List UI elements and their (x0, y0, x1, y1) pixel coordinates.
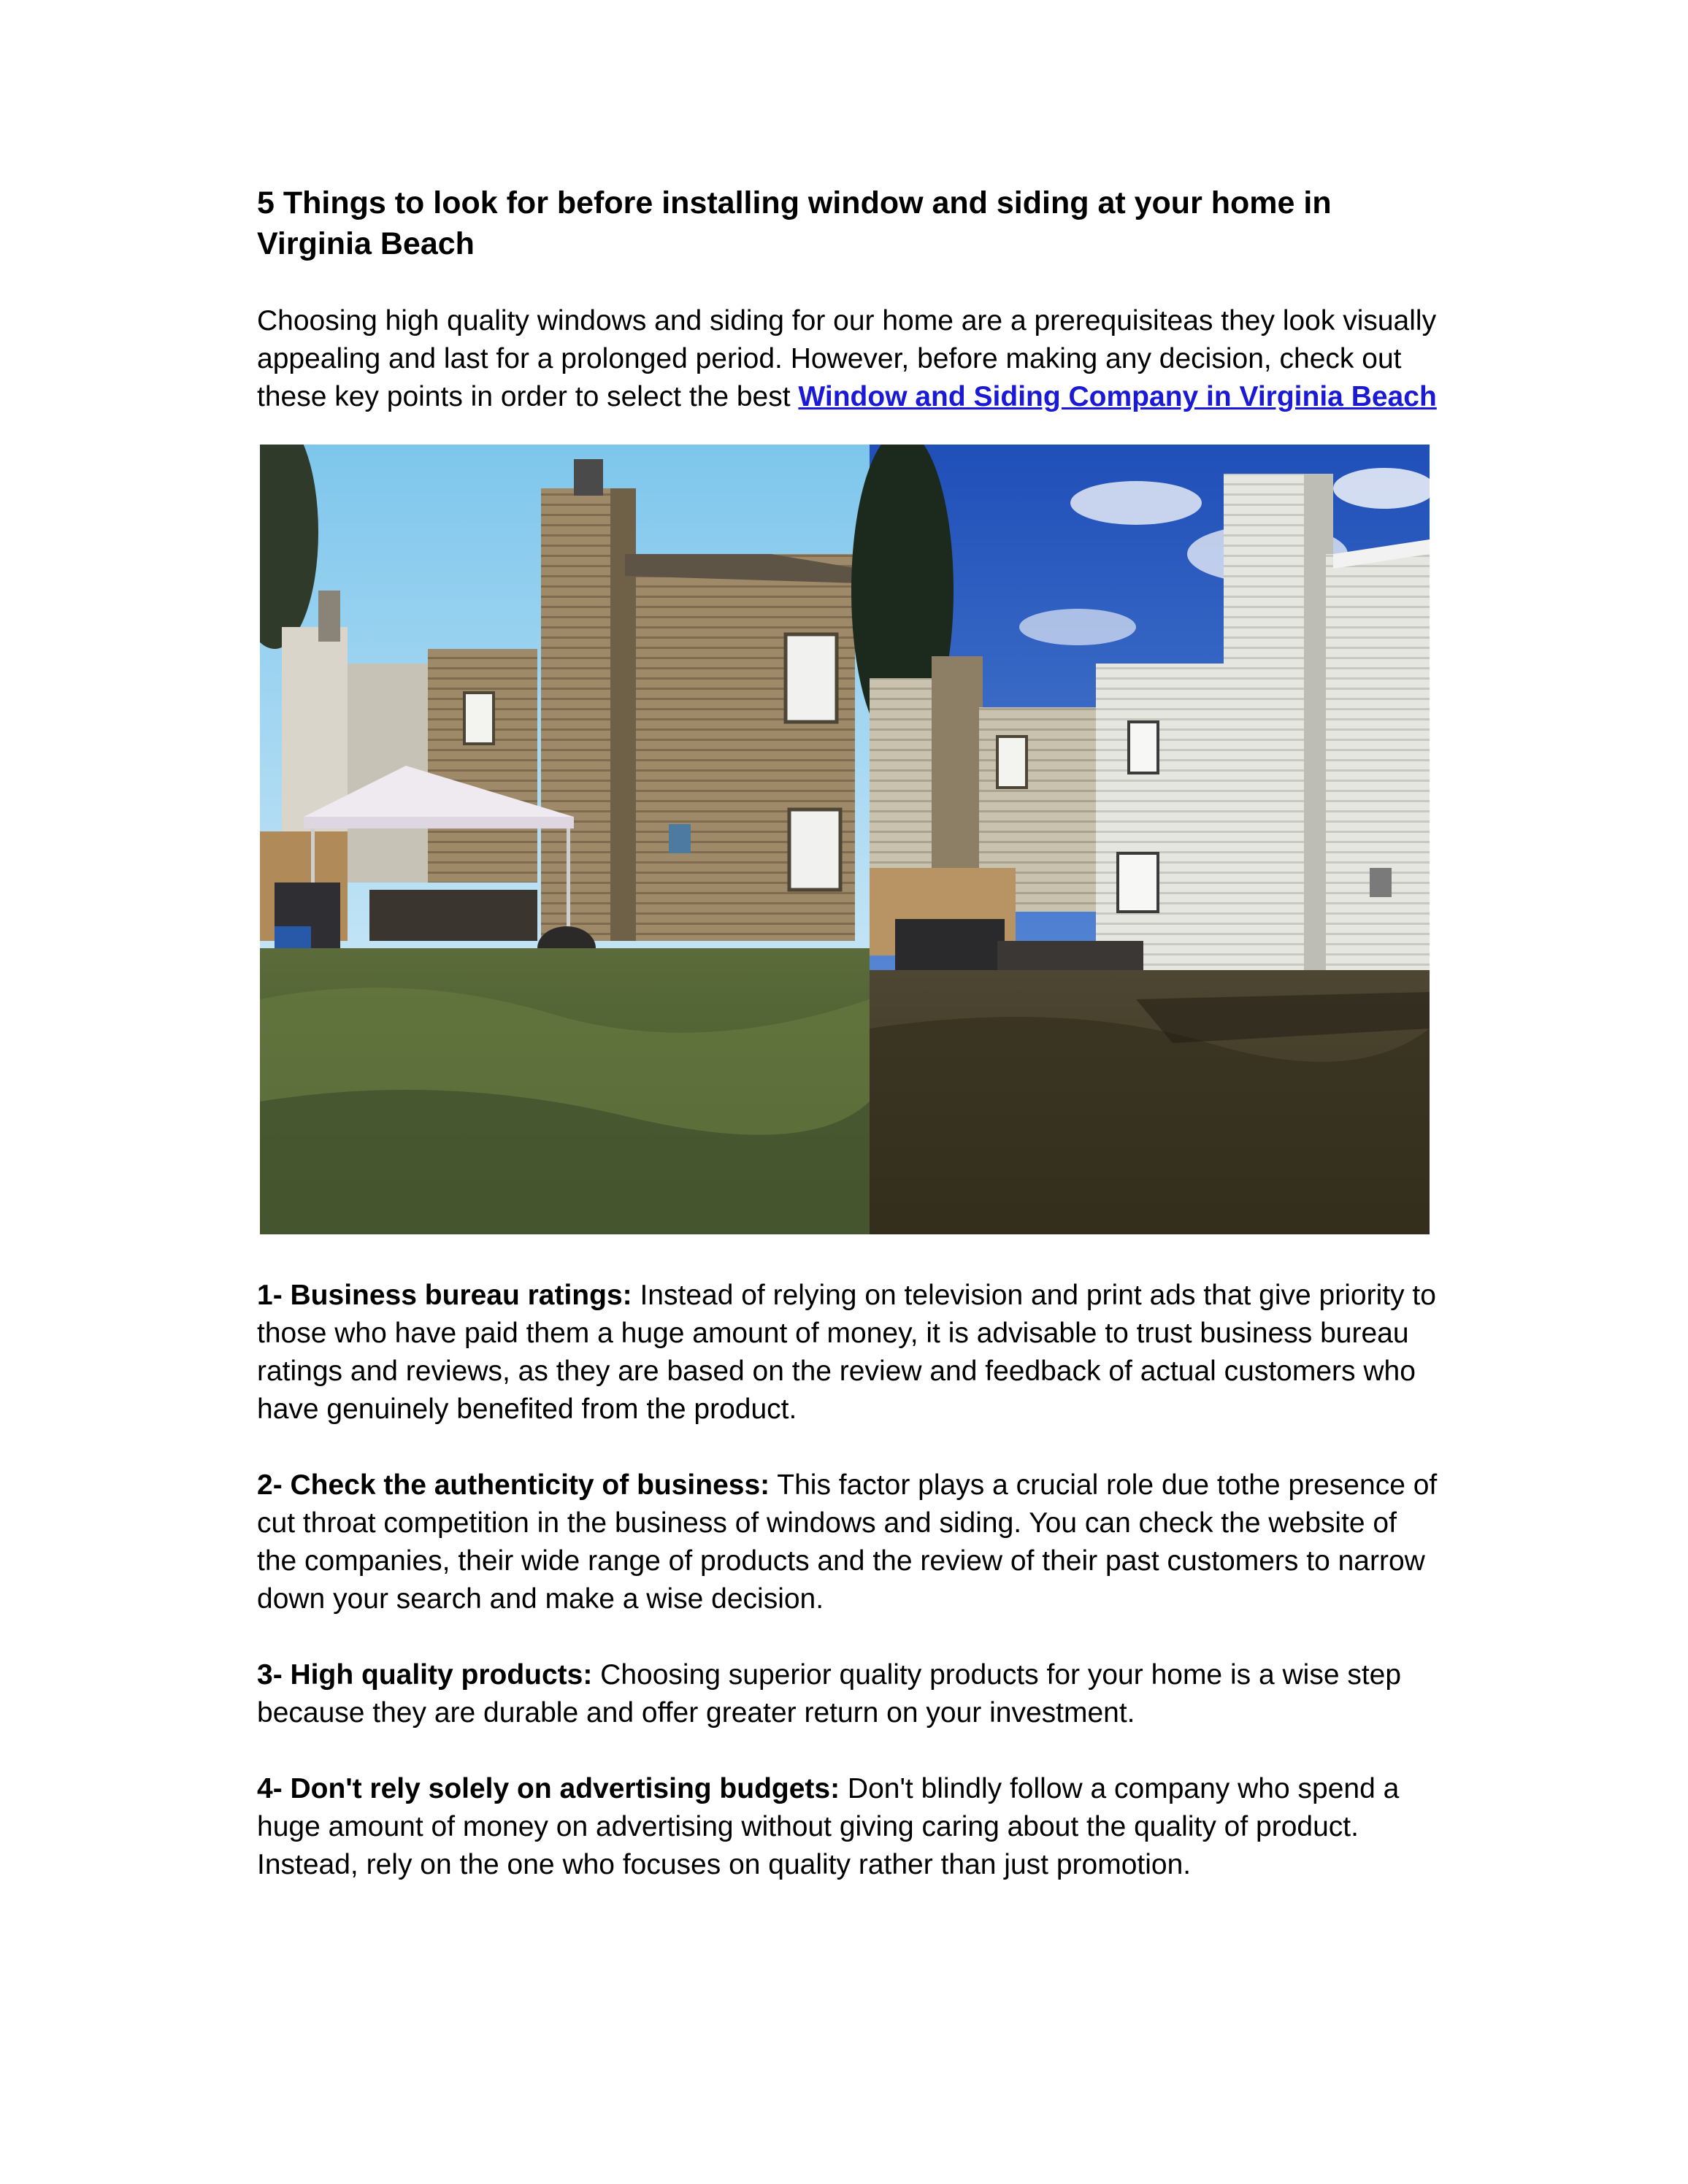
item-heading: 3- High quality products: (257, 1659, 593, 1691)
key-points-list (257, 1277, 1440, 1884)
item-heading: 4- Don't rely solely on advertising budgets: (257, 1773, 840, 1804)
item-body: Instead of relying on television and print ads that give priority to those who have paid them a huge amount of money, it is advisable to trust business bureau ratings and reviews, as they are based on the review and feedback of actual customers who have genuinely benefited from the product. (257, 1280, 1436, 1425)
item-body: This factor plays a crucial role due tothe presence of cut throat competition in the business of windows and siding. You can check the website of the companies, their wide range of products and the review of their past customers to narrow down your search and make a wise decision. (257, 1469, 1438, 1615)
intro-text: Choosing high quality windows and siding for our home are a prerequisiteas they look visually appealing and last for a prolonged period. However, before making any decision, check out these key points in order to select the best (257, 305, 1437, 412)
item-body: Choosing superior quality products for your home is a wise step because they are durable and offer greater return on your investment. (257, 1659, 1402, 1729)
before-after-house-photo (260, 445, 1430, 1234)
list-item (257, 1770, 1440, 1884)
item-body: Don't blindly follow a company who spend a huge amount of money on advertising without giving caring about the quality of product. Instead, rely on the one who focuses on quality rather than just promotion. (257, 1773, 1400, 1880)
intro-paragraph (257, 302, 1440, 416)
item-heading: 1- Business bureau ratings: (257, 1280, 632, 1311)
after-photo (851, 445, 1430, 1234)
list-item (257, 1656, 1440, 1732)
list-item (257, 1466, 1440, 1618)
list-item (257, 1277, 1440, 1429)
article-title: 5 Things to look for before installing window and siding at your home in Virginia Beach (257, 185, 1332, 261)
company-link[interactable]: Window and Siding Company in Virginia Beach (798, 381, 1437, 412)
before-photo (260, 445, 870, 1234)
document-page (257, 182, 1440, 1922)
item-heading: 2- Check the authenticity of business: (257, 1469, 770, 1501)
